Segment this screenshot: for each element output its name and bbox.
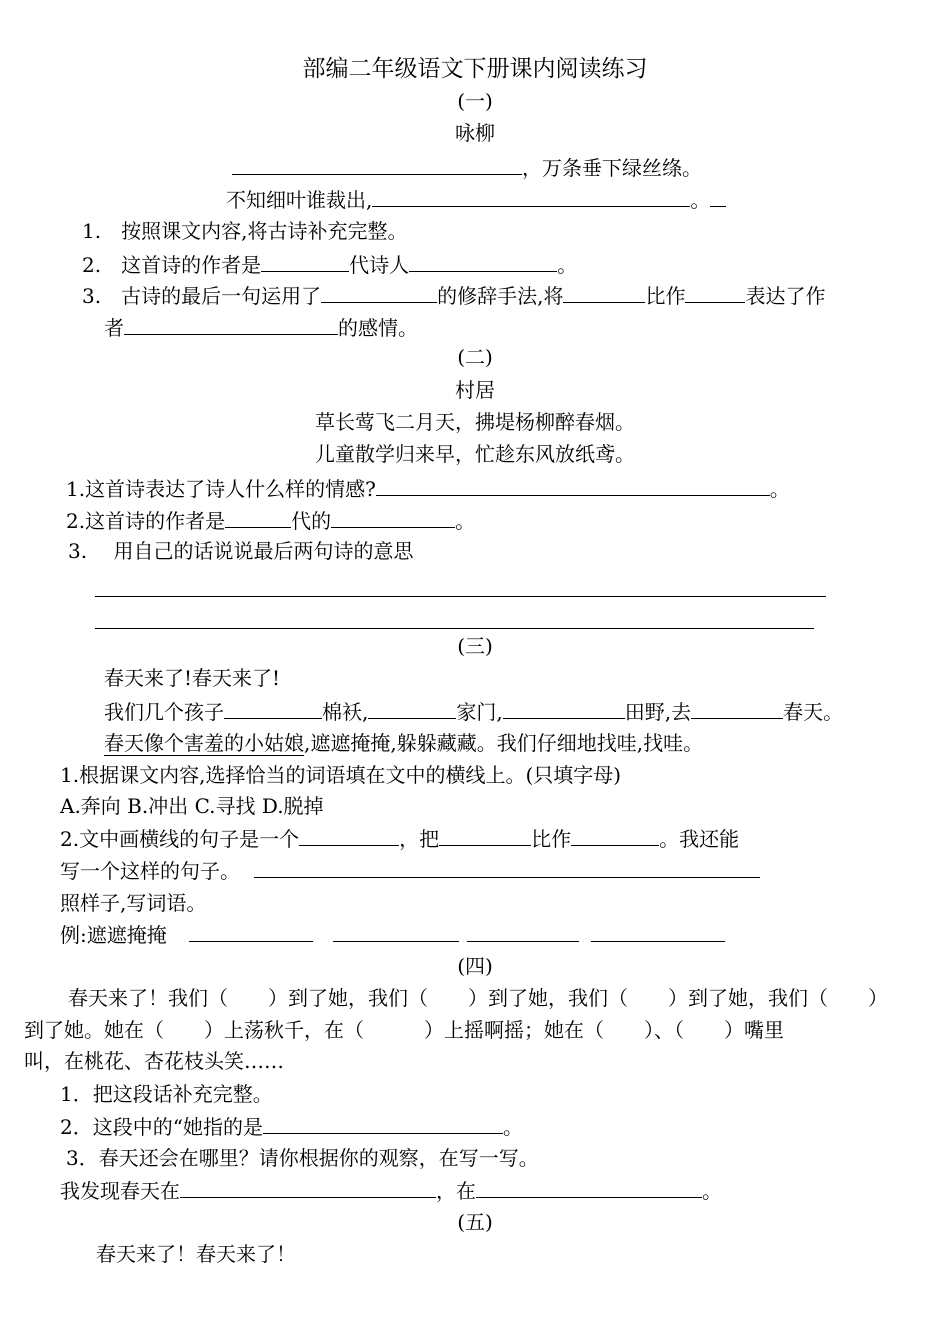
s3-options: A.奔向 B.冲出 C.寻找 D.脱掉 <box>60 794 324 818</box>
s3-question-2: 2.文中画横线的句子是一个 ，把 比作 。我还能 <box>60 827 740 851</box>
blank[interactable] <box>124 314 338 335</box>
blank[interactable] <box>321 282 437 303</box>
s3-question-2-cont: 写一个这样的句子。 <box>60 857 760 884</box>
blank[interactable] <box>691 698 783 719</box>
s4-question-1: 1．把这段话补充完整。 <box>60 1082 273 1106</box>
s3-paragraph-3: 春天像个害羞的小姑娘,遮遮掩掩,躲躲藏藏。我们仔细地找哇,找哇。 <box>104 731 704 755</box>
s4-paragraph-line-2: 到了她。她在（ ）上荡秋千，在（ ）上摇啊摇；她在（ ）、（ ）嘴里 <box>24 1018 784 1042</box>
s1-question-3-cont: 者 的感情。 <box>104 316 418 340</box>
section-5-number: (五) <box>457 1210 493 1234</box>
s2-question-1: 1.这首诗表达了诗人什么样的情感? 。 <box>66 477 790 501</box>
blank[interactable] <box>224 698 322 719</box>
blank[interactable] <box>180 1177 436 1198</box>
blank[interactable] <box>439 825 531 846</box>
blank[interactable] <box>299 825 399 846</box>
blank[interactable] <box>189 921 313 942</box>
blank[interactable] <box>331 507 455 528</box>
blank[interactable] <box>225 507 291 528</box>
section-2-poem-title: 村居 <box>455 378 495 402</box>
section-2-number: (二) <box>457 345 493 369</box>
s4-question-3: 3．春天还会在哪里？请你根据你的观察，在写一写。 <box>66 1146 539 1170</box>
blank[interactable] <box>254 857 760 878</box>
s3-question-1: 1.根据课文内容,选择恰当的词语填在文中的横线上。(只填字母) <box>60 763 622 787</box>
blank[interactable] <box>368 698 456 719</box>
section-3-number: (三) <box>457 634 493 658</box>
blank[interactable] <box>476 1177 702 1198</box>
blank-tail <box>710 186 726 207</box>
s1-question-2: 2. 这首诗的作者是 代诗人 。 <box>82 253 578 277</box>
underlined-sentence: 春天像个害羞的小姑娘 <box>104 731 304 755</box>
blank[interactable] <box>261 251 349 272</box>
blank[interactable] <box>409 251 557 272</box>
blank[interactable] <box>372 186 690 207</box>
blank[interactable] <box>503 698 625 719</box>
section-1-number: (一) <box>457 89 493 113</box>
blank[interactable] <box>591 921 725 942</box>
s1-poem-line-1: ，万条垂下绿丝绦。 <box>232 154 702 181</box>
answer-line[interactable] <box>95 596 826 597</box>
s5-paragraph-1: 春天来了！春天来了！ <box>96 1242 296 1266</box>
blank[interactable] <box>232 154 522 175</box>
s3-paragraph-2: 我们几个孩子 棉袄, 家门, 田野,去 春天。 <box>104 700 844 724</box>
blank[interactable] <box>333 921 459 942</box>
s4-paragraph-line-1: 春天来了！我们（ ）到了她，我们（ ）到了她，我们（ ）到了她，我们（ ） <box>68 986 888 1010</box>
s4-question-3-answer: 我发现春天在 ，在 。 <box>60 1179 722 1203</box>
blank[interactable] <box>376 475 770 496</box>
blank[interactable] <box>685 282 745 303</box>
blank[interactable] <box>263 1113 503 1134</box>
blank[interactable] <box>467 921 579 942</box>
s4-paragraph-line-3: 叫，在桃花、杏花枝头笑…… <box>24 1049 284 1073</box>
s3-paragraph-1: 春天来了!春天来了! <box>104 666 281 690</box>
blank[interactable] <box>571 825 659 846</box>
section-1-poem-title: 咏柳 <box>455 121 495 145</box>
s2-question-2: 2.这首诗的作者是 代的 。 <box>66 509 476 533</box>
section-4-number: (四) <box>457 954 493 978</box>
s1-question-3: 3. 古诗的最后一句运用了 的修辞手法,将 比作 表达了作 <box>82 284 826 308</box>
answer-line[interactable] <box>95 628 814 629</box>
s3-question-3: 照样子,写词语。 <box>60 891 207 915</box>
s2-question-3: 3. 用自己的话说说最后两句诗的意思 <box>68 539 414 563</box>
s4-question-2: 2．这段中的“她指的是 。 <box>60 1115 523 1139</box>
s3-example: 例:遮遮掩掩 <box>60 921 725 948</box>
blank[interactable] <box>563 282 645 303</box>
s2-poem-line-2: 儿童散学归来早，忙趁东风放纸鸢。 <box>315 442 635 466</box>
page-title: 部编二年级语文下册课内阅读练习 <box>302 56 648 82</box>
s1-question-1: 1. 按照课文内容,将古诗补充完整。 <box>82 219 408 243</box>
s1-poem-line-2: 不知细叶谁裁出, 。 <box>226 186 726 213</box>
s2-poem-line-1: 草长莺飞二月天，拂堤杨柳醉春烟。 <box>315 410 635 434</box>
